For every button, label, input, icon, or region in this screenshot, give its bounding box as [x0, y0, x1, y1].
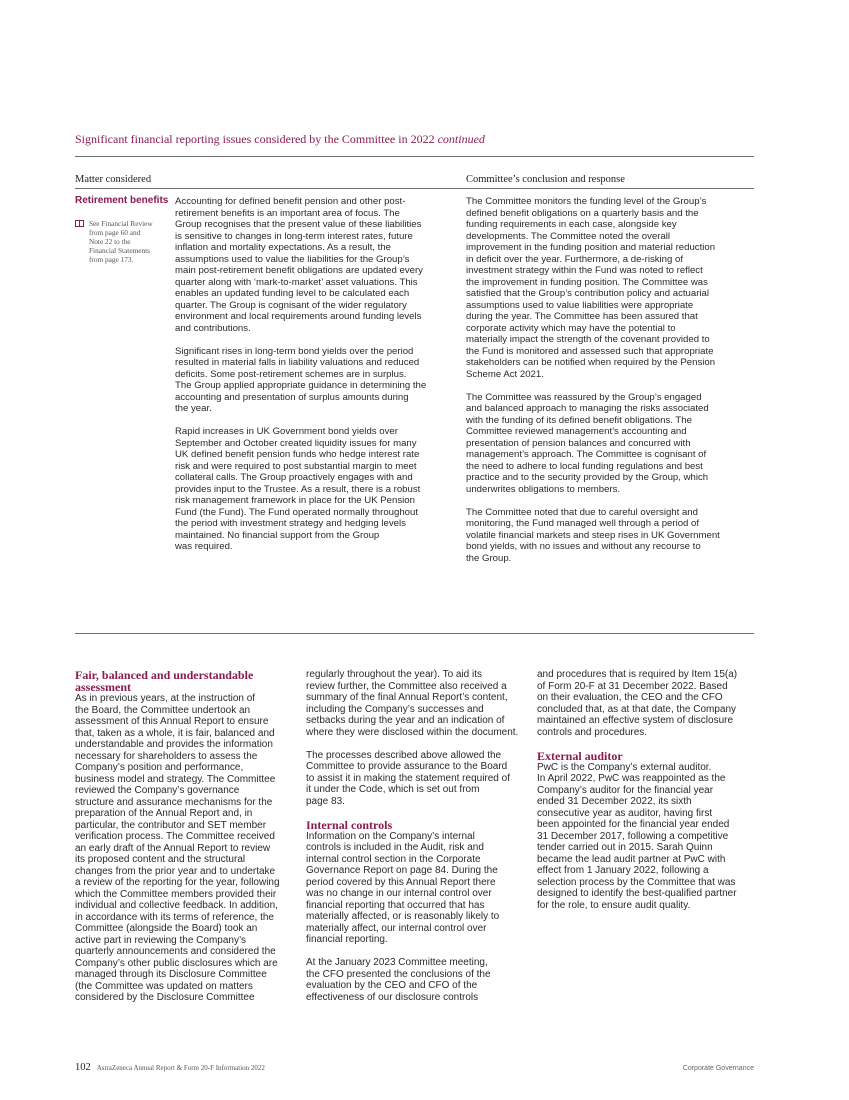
- matter-column: [175, 196, 457, 553]
- column-header-conclusion: Committee’s conclusion and response: [466, 174, 625, 185]
- book-icon: [75, 220, 84, 227]
- fair-balanced-heading: Fair, balanced and understandable assessment: [75, 668, 254, 694]
- side-note: [75, 219, 155, 264]
- external-auditor-heading: External auditor: [537, 748, 623, 763]
- internal-controls-heading: Internal controls: [306, 817, 393, 832]
- side-note-text: See Financial Review from page 60 and Note 22 to the Financial Statements from page 173.: [89, 219, 153, 264]
- footer-section-name: Corporate Governance: [682, 1065, 754, 1072]
- conclusion-paragraph: The Committee was reassured by the Group’s engaged and balanced approach to managing the risks associated with the funding of its defined benefit obligations. The Committee reviewed management’s accounting and presentation of pension balances and concurred with management’s approach. The Committee is cognisant of the need to adhere to local funding regulations and best practice and to the security provided by the Group, which underwrites obligations to members.: [466, 391, 709, 495]
- middle-paragraph: regularly throughout the year). To aid its review further, the Committee also received a summary of the final Annual Report’s content, including the Company’s successes and setbacks during the year and an indication of where they were disclosed within the document.: [306, 669, 519, 738]
- fair-balanced-paragraph: As in previous years, at the instruction of the Board, the Committee undertook an assessment of this Annual Report to ensure that, taken as a whole, it is fair, balanced and understandable and provides the information necessary for shareholders to assess the Company’s position and performance, business model and strategy. The Committee reviewed the Company’s governance structure and assurance mechanisms for the preparation of the Annual Report and, in particular, the contributor and SET member verification process. The Committee received an early draft of the Annual Report to review its proposed content and the structural changes from the prior year and to undertake a review of the reporting for the year, following which the Committee members provided their individual and collective feedback. In addition, in accordance with its terms of reference, the Committee (alongside the Board) took an active part in reviewing the Company’s quarterly announcements and considered the Company’s other public disclosures which are managed through its Disclosure Committee (the Committee was updated on matters considered by the Disclosure Committee: [75, 693, 280, 1003]
- continued-label: continued: [437, 132, 485, 146]
- middle-column: [306, 669, 530, 1003]
- header-rule: [75, 188, 754, 189]
- matter-paragraph: Significant rises in long-term bond yields over the period resulted in material falls in liability valuations and reduced deficits. Some post-retirement schemes are in surplus. The Group applied appropriate guidance in determining the accounting and presentation of surplus amounts during the year.: [175, 345, 427, 414]
- top-rule: [75, 156, 754, 157]
- left-column: [75, 669, 297, 1004]
- footer-left: [75, 1062, 265, 1074]
- conclusion-paragraph: The Committee noted that due to careful oversight and monitoring, the Fund managed well through a period of volatile financial markets and steep rises in UK Government bond yields, with no issues and without any recourse to the Group.: [466, 506, 720, 564]
- conclusion-paragraph: The Committee monitors the funding level of the Group’s defined benefit obligations on a quarterly basis and the funding requirements in each case, alongside key developments. The Committee noted the overall improvement in the funding position and material reduction in deficit over the year. Furthermore, a de-risking of investment strategy within the Fund was noted to reflect the improvement in funding position. The Committee was satisfied that the Group’s contribution policy and actuarial assumptions used to value liabilities were appropriate during the year. The Committee has been assured that corporate activity which may have the potential to materially impact the strength of the covenant provided to the Fund is monitored and assessed such that appropriate stakeholders can be notified when required by the Pension Scheme Act 2021.: [466, 196, 716, 380]
- right-paragraph: and procedures that is required by Item 15(a) of Form 20-F at 31 December 2022. Based on their evaluation, the CEO and the CFO concluded that, as at that date, the Company maintained an effective system of disclosure controls and procedures.: [537, 669, 738, 738]
- right-column: [537, 669, 759, 911]
- middle-paragraph: The processes described above allowed the Committee to provide assurance to the Board to assist it in making the statement required of it under the Code, which is set out from page 83.: [306, 749, 510, 807]
- column-header-matter: Matter considered: [75, 174, 152, 185]
- conclusion-column: [466, 196, 756, 564]
- publication-title: AstraZeneca Annual Report & Form 20-F Information 2022: [96, 1064, 265, 1072]
- internal-controls-paragraph: At the January 2023 Committee meeting, the CFO presented the conclusions of the evaluation by the CEO and CFO of the effectiveness of our disclosure controls: [306, 957, 491, 1003]
- matter-paragraph: Accounting for defined benefit pension and other post- retirement benefits is an important area of focus. The Group recognises that the present value of these liabilities is sensitive to changes in long-term interest rates, future inflation and mortality expectations. As a result, the assumptions used to value the liabilities for the Group’s main post-retirement benefit obligations are updated every quarter along with ‘mark-to-market’ asset valuations. This enables an updated funding level to be calculated each quarter. The Group is cognisant of the wider regulatory environment and local requirements around funding levels and contributions.: [175, 196, 423, 334]
- internal-controls-paragraph: Information on the Company’s internal controls is included in the Audit, risk and internal control section in the Corporate Governance Report on page 84. During the period covered by this Annual Report there was no change in our internal control over financial reporting that occurred that has materially affected, or is reasonably likely to materially affect, our internal control over financial reporting.: [306, 830, 500, 945]
- row-label-retirement-benefits: Retirement benefits: [75, 195, 169, 206]
- section-title: Significant financial reporting issues considered by the Committee in 2022: [75, 132, 435, 146]
- page-number: 102: [75, 1062, 91, 1073]
- matter-paragraph: Rapid increases in UK Government bond yields over September and October created liquidity issues for many UK defined benefit pension funds who hedge interest rate risk and were required to post substantial margin to meet collateral calls. The Group proactively engages with and provides input to the Trustee. As a result, there is a robust risk management framework in place for the UK Pension Fund (the Fund). The Fund operated normally throughout the period with investment strategy and hedging levels maintained. No financial support from the Group was required.: [175, 426, 421, 552]
- section-heading: [75, 131, 755, 147]
- external-auditor-paragraph: PwC is the Company’s external auditor. In April 2022, PwC was reappointed as the Company’s auditor for the financial year ended 31 December 2022, its sixth consecutive year as auditor, having first been appointed for the financial year ended 31 December 2017, following a competitive tender carried out in 2015. Sarah Quinn became the lead audit partner at PwC with effect from 1 January 2022, following a selection process by the Committee that was designed to identify the best-qualified partner for the role, to ensure audit quality.: [537, 761, 737, 911]
- table-bottom-rule: [75, 633, 754, 634]
